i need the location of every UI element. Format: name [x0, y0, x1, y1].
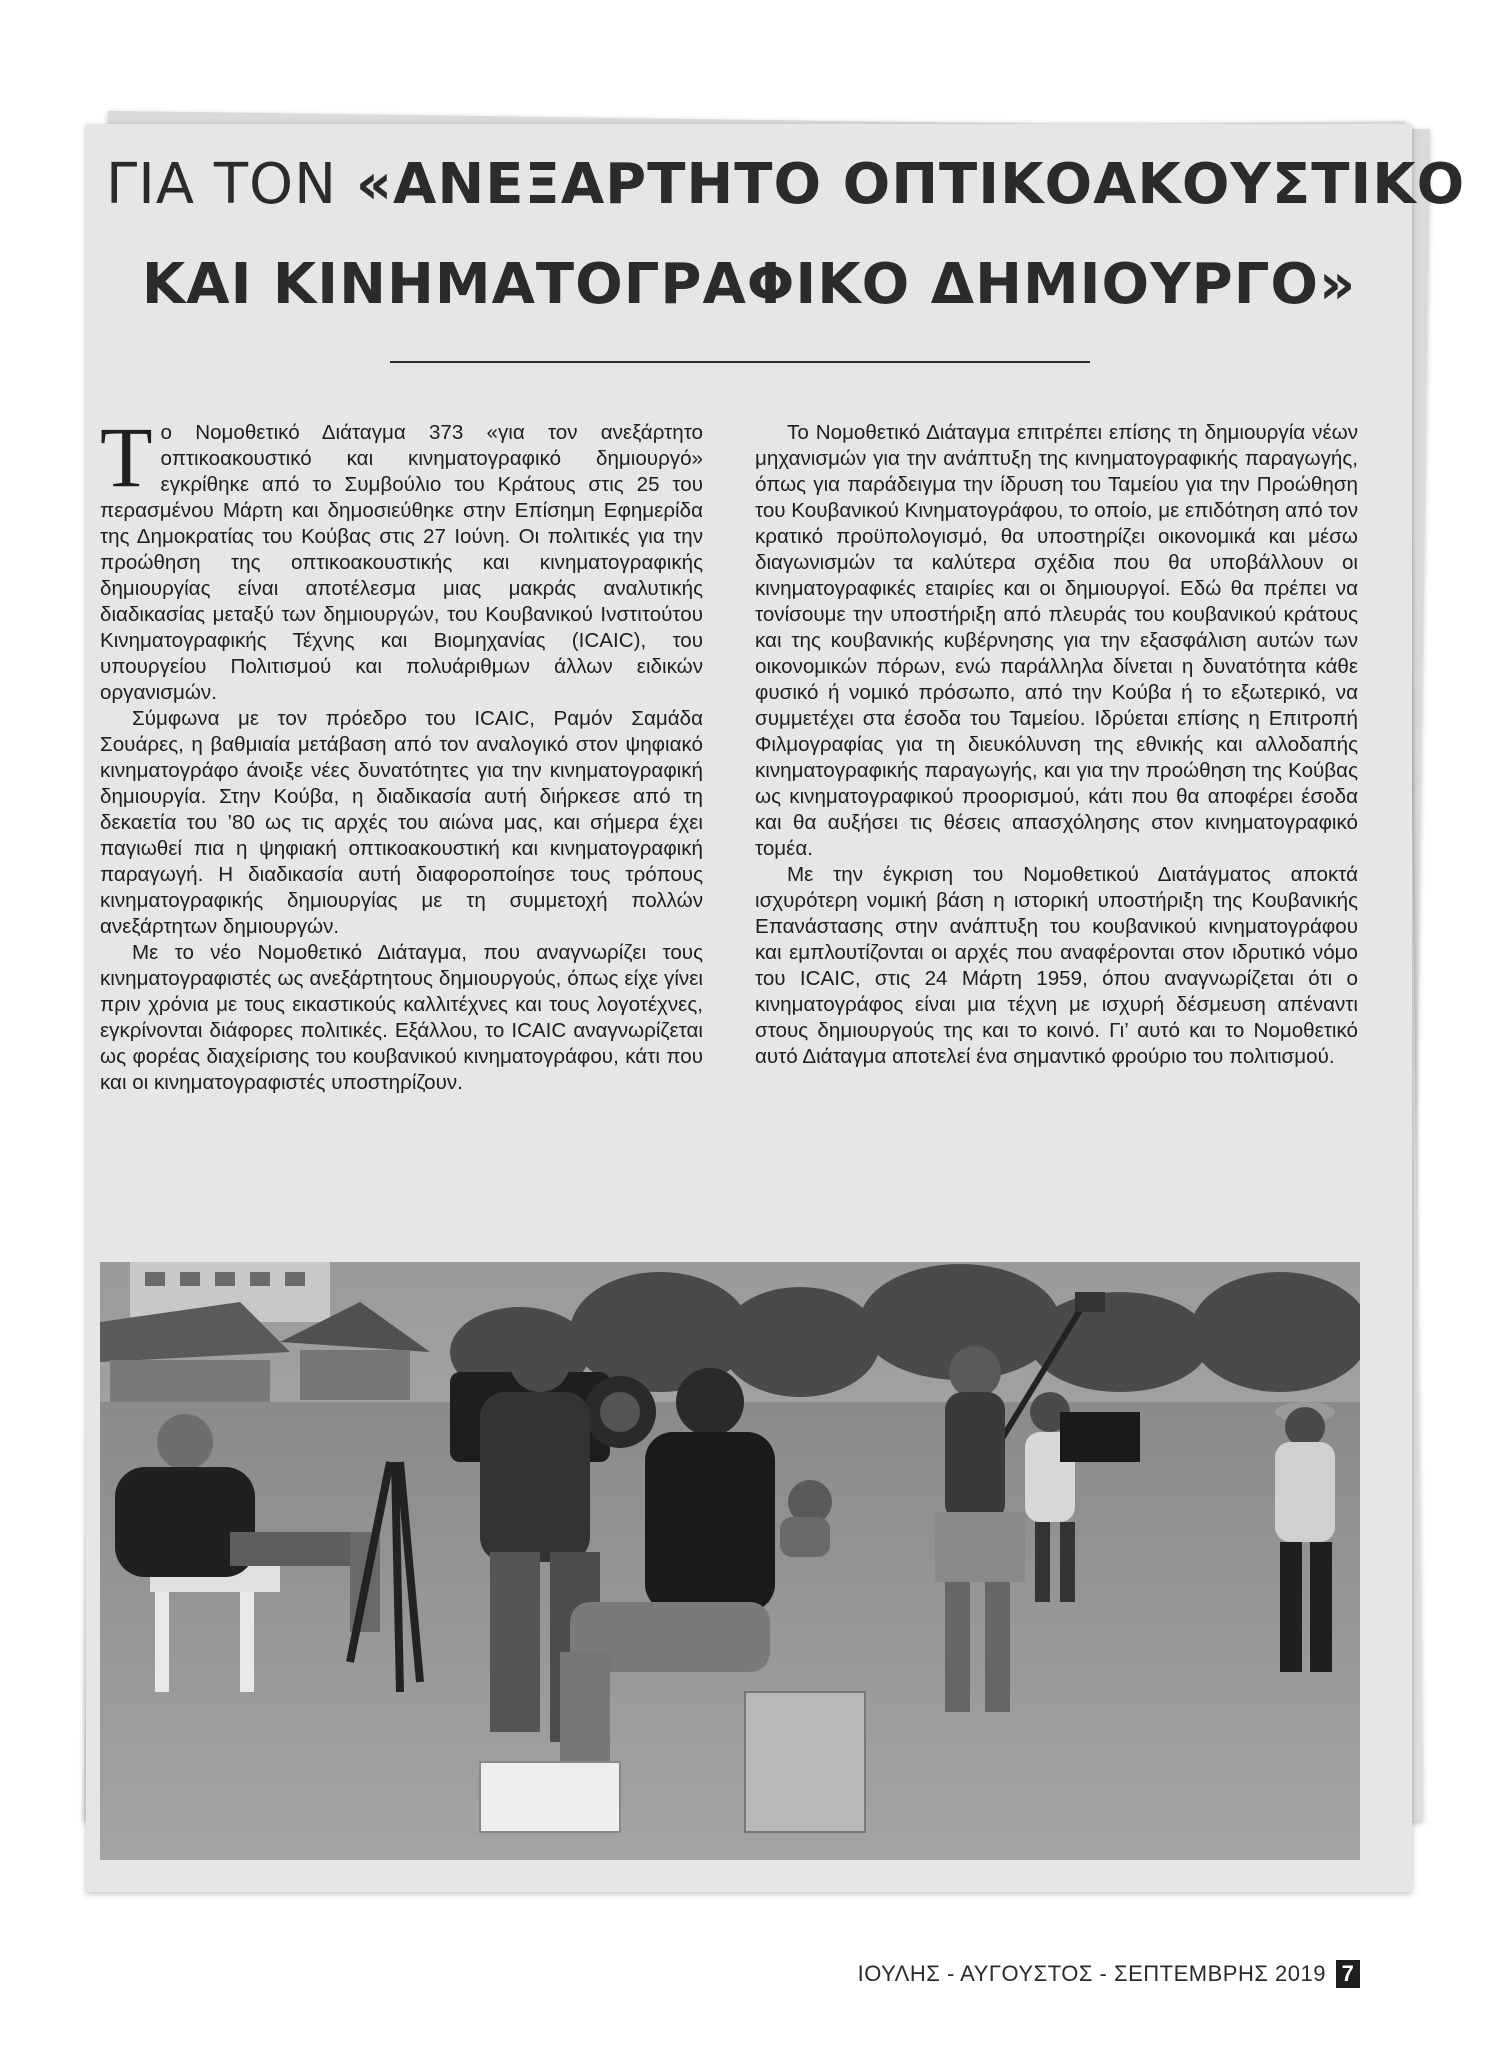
issue-date: ΙΟΥΛΗΣ - ΑΥΓΟΥΣΤΟΣ - ΣΕΠΤΕΜΒΡΗΣ 2019 [857, 1961, 1326, 1986]
clapperboard [1060, 1412, 1140, 1462]
paragraph: Με το νέο Νομοθετικό Διάταγμα, που αναγνωρίζει τους κινηματογραφιστές ως ανεξάρτητους δημιουργούς, όπως είχε γίνει πριν χρόνια με τους εικαστικούς καλλιτέχνες και τους λογοτέχνες, εγκρίνονται διάφορες πολιτικές. Εξάλλου, το ICAIC αναγνωρίζεται ως φορέας διαχείρισης του κουβανικού κινηματογράφου, κάτι που και οι κινηματογραφιστές υποστηρίζουν. [100, 941, 703, 1094]
title-main: «ΑΝΕΞΑΡΤΗΤΟ ΟΠΤΙΚΟΑΚΟΥΣΤΙΚΟ [355, 152, 1466, 217]
wooden-box [745, 1692, 865, 1832]
paragraph: Με την έγκριση του Νομοθετικού Διατάγματος αποκτά ισχυρότερη νομική βάση η ιστορική υποστήριξη της Κουβανικής Επανάστασης στην ανάπτυξη του κουβανικού κινηματογράφου και εμπλουτίζονται οι αρχές που αναφέρονται στον ιδρυτικό νόμο του ICAIC, στις 24 Μάρτη 1959, όπου αναγνωρίζεται ότι ο κινηματογράφος είναι μια τέχνη με ισχυρή δέσμευση απέναντι στους δημιουργούς της και το κοινό. Γι’ αυτό και το Νομοθετικό αυτό Διάταγμα αποτελεί ένα σημαντικό φρούριο του πολιτισμού. [755, 863, 1358, 1068]
film-set-photo [100, 1262, 1360, 1860]
title-lead: ΓΙΑ ΤΟΝ [106, 152, 356, 217]
paragraph [100, 409, 703, 706]
title-line-1 [86, 150, 1466, 220]
title-divider [390, 361, 1090, 363]
page-number: 7 [1336, 1960, 1360, 1988]
title-line-2: ΚΑΙ ΚΙΝΗΜΑΤΟΓΡΑΦΙΚΟ ΔΗΜΙΟΥΡΓΟ» [141, 252, 1357, 317]
film-set-photo-illustration [100, 1262, 1360, 1860]
article-column-left [100, 409, 703, 1096]
equipment-case [480, 1762, 620, 1832]
drop-cap: Τ [100, 409, 153, 505]
article-title [86, 150, 1466, 320]
paragraph: Το Νομοθετικό Διάταγμα επιτρέπει επίσης τη δημιουργία νέων μηχανισμών για την ανάπτυξη της κινηματογραφικής παραγωγής, όπως για παράδειγμα την ίδρυση του Ταμείου για την Προώθηση του Κουβανικού Κινηματογράφου, το οποίο, με επιδότηση από τον κρατικό προϋπολογισμό, θα υποστηρίζει οικονομικά και μέσω διαγωνισμών τα καλύτερα σχέδια που θα υποβάλλουν οι κινηματογραφικές εταιρίες και οι δημιουργοί. Εδώ θα πρέπει να τονίσουμε την υποστήριξη από πλευράς του κουβανικού κράτους και της κουβανικής κυβέρνησης για την εξασφάλιση αυτών των οικονομικών πόρων, ενώ παράλληλα δίνεται η δυνατότητα κάθε φυσικό ή νομικό πρόσωπο, από την Κούβα ή το εξωτερικό, να συμμετέχει στα έσοδα του Ταμείου. Ιδρύεται επίσης η Επιτροπή Φιλμογραφίας για τη διευκόλυνση της εθνικής και αλλοδαπής κινηματογραφικής παραγωγής, και για την προώθηση της Κούβας ως κινηματογραφικού προορισμού, κάτι που θα αποφέρει έσοδα και θα αυξήσει τις θέσεις απασχόλησης στον κινηματογραφικό τομέα. [755, 421, 1358, 860]
paragraph-text: ο Νομοθετικό Διάταγμα 373 «για τον ανεξάρτητο οπτικοακουστικό και κινηματογραφικό δημιουργό» εγκρίθηκε από το Συμβούλιο του Κράτους στις 25 του περασμένου Μάρτη και δημοσιεύθηκε στην Επίσημη Εφημερίδα της Δημοκρατίας του Κούβας στις 27 Ιούνη. Οι πολιτικές για την προώθηση της οπτικοακουστικής και κινηματογραφικής δημιουργίας είναι αποτέλεσμα μιας μακράς αναλυτικής διαδικασίας μεταξύ των δημιουργών, του Κουβανικού Ινστιτούτου Κινηματογραφικής Τέχνης και Βιομηχανίας (ICAIC), του υπουργείου Πολιτισμού και πολυάριθμων άλλων ειδικών οργανισμών. [100, 421, 703, 704]
article-column-right [755, 420, 1358, 1070]
page-footer [858, 1960, 1360, 1988]
paragraph: Σύμφωνα με τον πρόεδρο του ICAIC, Ραμόν Σαμάδα Σουάρες, η βαθμιαία μετάβαση από τον αναλογικό στον ψηφιακό κινηματογράφο άνοιξε νέες δυνατότητες για την κινηματογραφική δημιουργία. Στην Κούβα, η διαδικασία αυτή διήρκεσε από τη δεκαετία του ’80 ως τις αρχές του αιώνα μας, και σήμερα έχει παγιωθεί πια η ψηφιακή οπτικοακουστική και κινηματογραφική παραγωγή. Η διαδικασία αυτή διαφοροποίησε τους τρόπους κινηματογραφικής δημιουργίας με τη συμμετοχή πολλών ανεξάρτητων δημιουργών. [100, 707, 703, 938]
